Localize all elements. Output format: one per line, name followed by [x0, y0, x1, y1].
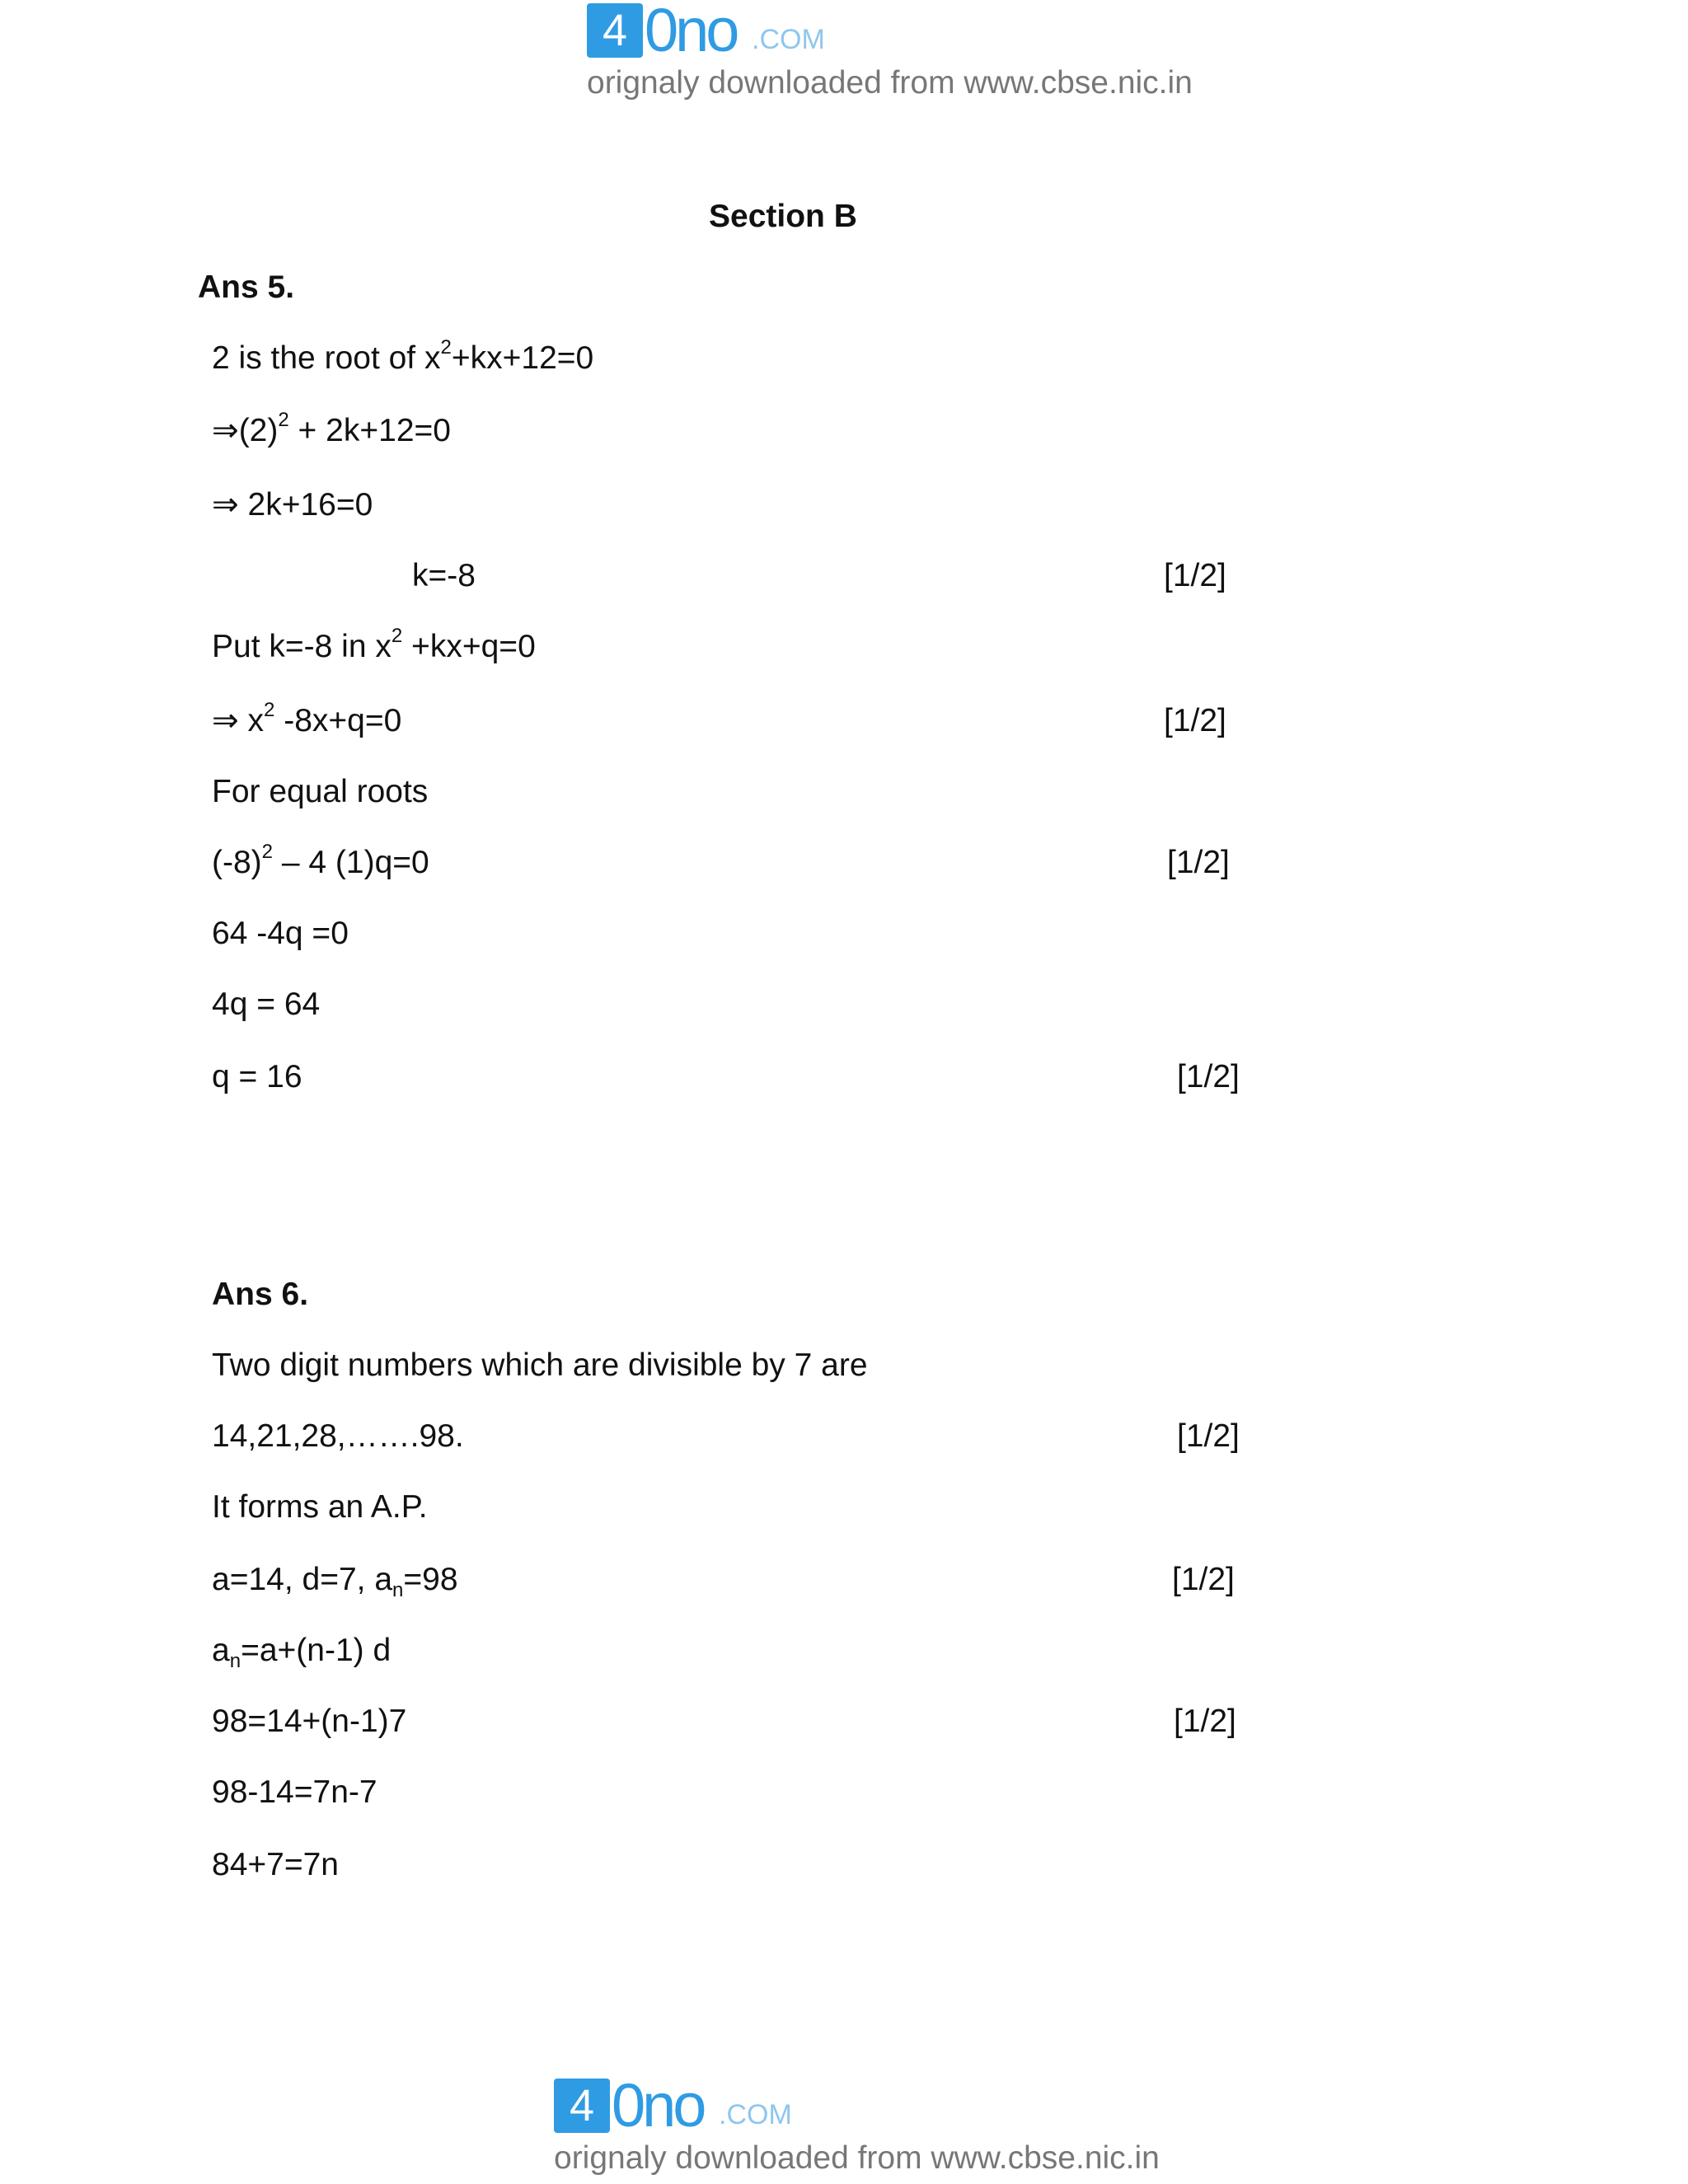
ans5-line8: $(-8)^2 - 4$ (1)q=0	[212, 841, 429, 880]
header-tagline: orignaly downloaded from www.cbse.nic.in	[587, 65, 1193, 101]
ans5-line10: 4q = 64	[212, 987, 321, 1022]
ans6-line4-mark: [1/2]	[1172, 1562, 1235, 1597]
ans5-line3: ⇒ 2k+16=0	[212, 486, 373, 523]
ans6-heading: Ans 6.	[212, 1277, 309, 1312]
ans5-line11: q = 16	[212, 1059, 302, 1094]
ans6-line6: 98=14+(n-1)7	[212, 1704, 407, 1739]
logo-badge: 4	[587, 3, 643, 58]
footer-tagline: orignaly downloaded from www.cbse.nic.in	[554, 2140, 1160, 2176]
ans6-line3: It forms an A.P.	[212, 1489, 428, 1525]
ans5-heading: Ans 5.	[198, 269, 295, 305]
ans6-line2: 14,21,28,…….98.	[212, 1418, 464, 1454]
ans5-line8-mark: [1/2]	[1167, 845, 1230, 880]
implies-arrow: ⇒	[212, 702, 239, 739]
ans5-line6: ⇒ $x^2$ -8x+q=0	[212, 699, 402, 739]
ans5-line11-mark: [1/2]	[1177, 1059, 1240, 1094]
section-title: Section B	[709, 199, 857, 234]
ans6-line2-mark: [1/2]	[1177, 1418, 1240, 1454]
ans6-line1: Two digit numbers which are divisible by 7 are	[212, 1347, 868, 1383]
ans6-line7: 98-14=7n-7	[212, 1774, 377, 1810]
ans5-line6-mark: [1/2]	[1164, 703, 1226, 738]
ans5-line1: 2 is the root of $x^2+kx+12=0$	[212, 336, 594, 376]
ans5-line4: k=-8	[412, 558, 476, 593]
logo-badge: 4	[554, 2079, 610, 2133]
implies-arrow: ⇒	[212, 486, 239, 523]
ans5-line2: $\Rightarrow(2)^2 + 2k+12=0$	[212, 409, 451, 449]
logo-wordmark: 0no	[612, 2071, 704, 2139]
ans5-line5: Put k=-8 in $x^2 +kx+q=0$	[212, 625, 536, 664]
ans6-line8: 84+7=7n	[212, 1847, 340, 1882]
implies-arrow: ⇒	[212, 412, 239, 449]
ans6-line6-mark: [1/2]	[1174, 1704, 1236, 1739]
logo-com: .COM	[752, 24, 825, 55]
ans6-line4: a=14, d=7, $a_n=98$	[212, 1562, 458, 1601]
logo-wordmark: 0no	[645, 0, 737, 64]
ans5-line9: 64 -4q =0	[212, 916, 349, 951]
logo-com: .COM	[719, 2099, 792, 2130]
ans6-line5: $a_n=a+(n-1)$ d	[212, 1633, 392, 1672]
ans5-line4-mark: [1/2]	[1164, 558, 1226, 593]
ans5-line7: For equal roots	[212, 774, 429, 809]
